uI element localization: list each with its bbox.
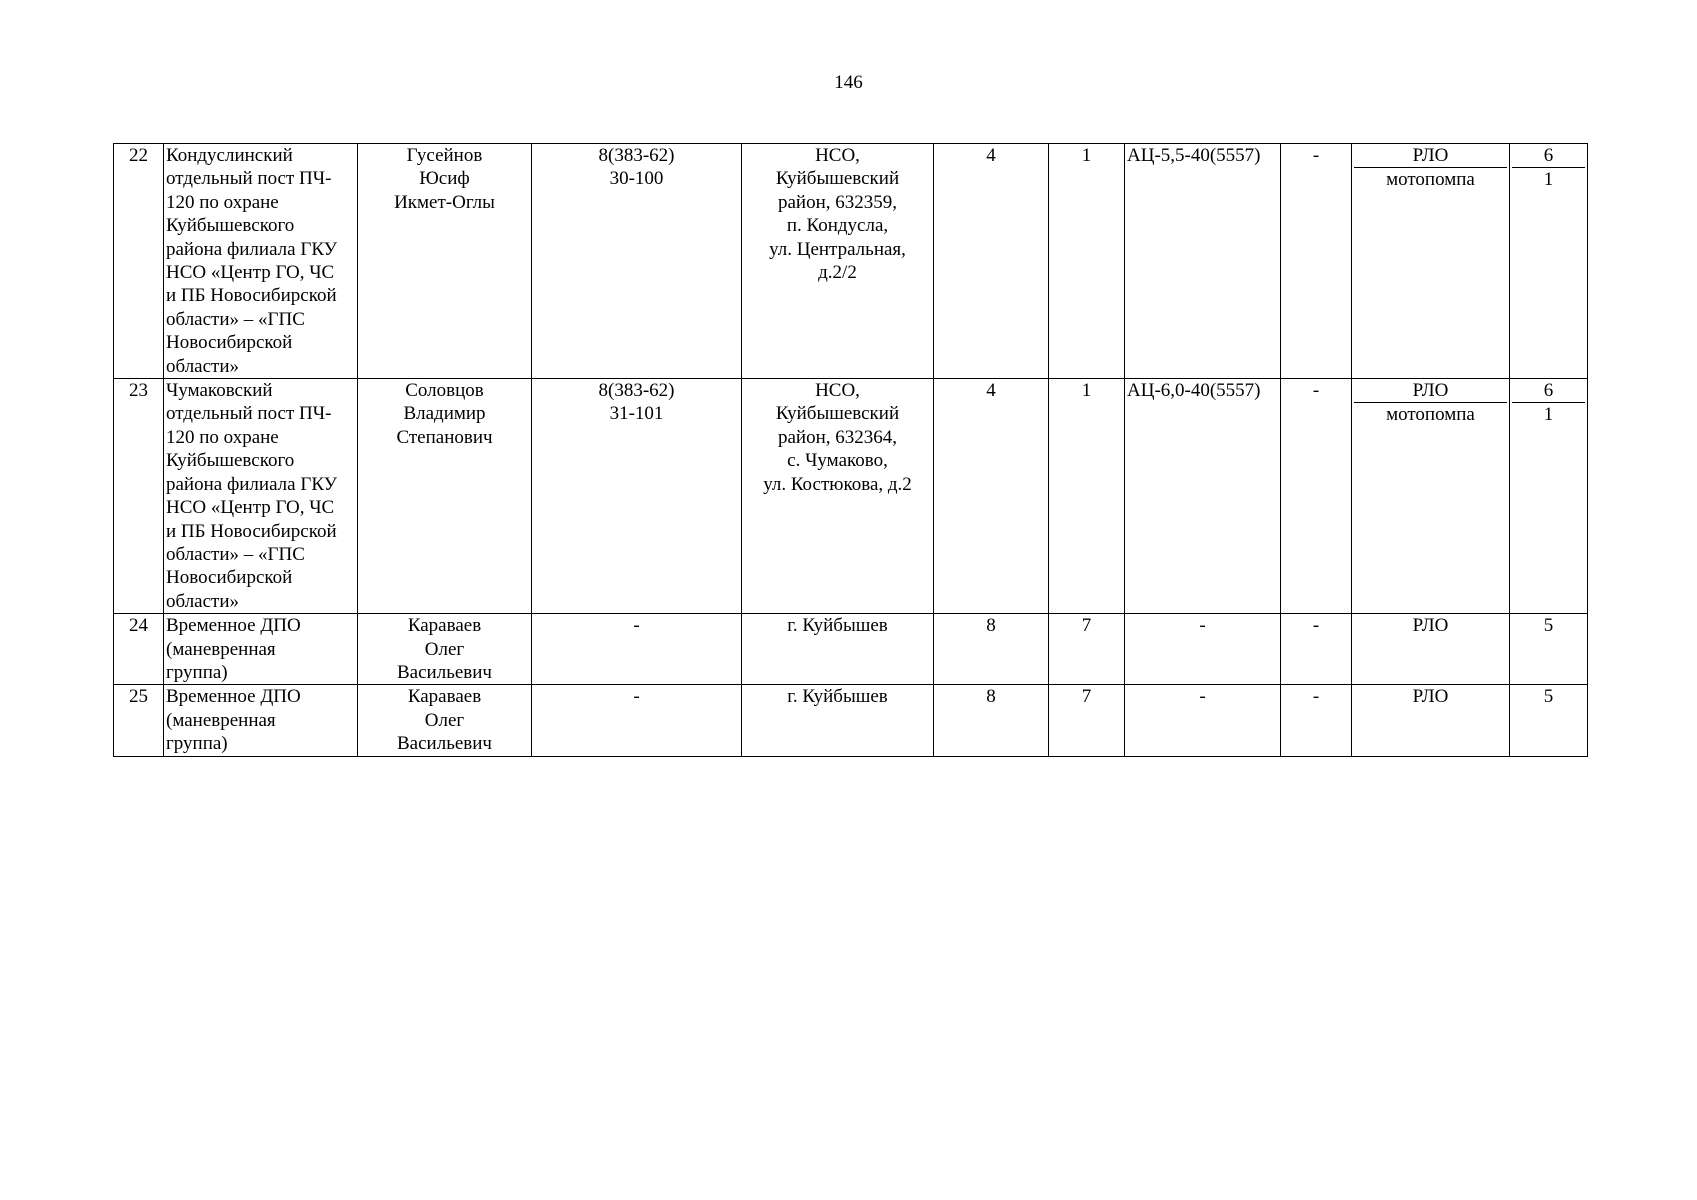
- count-cell: 7: [1049, 685, 1125, 756]
- equipment-qty: 1: [1512, 167, 1585, 191]
- vehicle: АЦ-6,0-40(5557): [1125, 379, 1281, 614]
- head-name: Гусейнов Юсиф Икмет-Оглы: [358, 144, 532, 379]
- count-cell: 7: [1049, 614, 1125, 685]
- head-name: Караваев Олег Васильевич: [358, 614, 532, 685]
- count-cell: 1: [1049, 379, 1125, 614]
- phone: 8(383-62) 30-100: [532, 144, 742, 379]
- address: НСО, Куйбышевский район, 632364, с. Чумаково, ул. Костюкова, д.2: [742, 379, 934, 614]
- row-number: 22: [114, 144, 164, 379]
- table-row: [114, 144, 1588, 379]
- table-row: [114, 685, 1588, 756]
- row-number: 23: [114, 379, 164, 614]
- vehicle: -: [1125, 685, 1281, 756]
- equipment-qty: 5: [1510, 685, 1588, 756]
- address: г. Куйбышев: [742, 614, 934, 685]
- equipment-qty: 6: [1543, 145, 1554, 166]
- equipment-name: РЛО: [1352, 685, 1510, 756]
- equipment-quantities: [1510, 144, 1588, 379]
- dash-cell: -: [1281, 144, 1352, 379]
- equipment-names: [1352, 144, 1510, 379]
- row-number: 24: [114, 614, 164, 685]
- count-cell: 8: [934, 685, 1049, 756]
- equipment-qty: 5: [1510, 614, 1588, 685]
- page-number: 146: [834, 72, 863, 93]
- equipment-quantities: [1510, 379, 1588, 614]
- phone: -: [532, 685, 742, 756]
- dash-cell: -: [1281, 614, 1352, 685]
- equipment-name: мотопомпа: [1354, 167, 1507, 191]
- count-cell: 4: [934, 379, 1049, 614]
- count-cell: 8: [934, 614, 1049, 685]
- equipment-qty: 6: [1543, 380, 1554, 402]
- vehicle: АЦ-5,5-40(5557): [1125, 144, 1281, 379]
- equipment-names: [1352, 379, 1510, 614]
- dash-cell: -: [1281, 685, 1352, 756]
- equipment-name: РЛО: [1412, 145, 1449, 166]
- unit-name: Чумаковский отдельный пост ПЧ- 120 по охране Куйбышевского района филиала ГКУ НСО «Центр ГО, ЧС и ПБ Новосибирской области» – «ГПС Новосибирской области»: [164, 379, 358, 614]
- phone: 8(383-62) 31-101: [532, 379, 742, 614]
- phone: -: [532, 614, 742, 685]
- head-name: Соловцов Владимир Степанович: [358, 379, 532, 614]
- equipment-name: РЛО: [1412, 380, 1449, 402]
- table-row: [114, 614, 1588, 685]
- vehicle: -: [1125, 614, 1281, 685]
- address: НСО, Куйбышевский район, 632359, п. Кондусла, ул. Центральная, д.2/2: [742, 144, 934, 379]
- unit-name: Временное ДПО (маневренная группа): [164, 614, 358, 685]
- equipment-name: РЛО: [1352, 614, 1510, 685]
- row-number: 25: [114, 685, 164, 756]
- equipment-qty: 1: [1512, 402, 1585, 426]
- count-cell: 1: [1049, 144, 1125, 379]
- unit-name: Временное ДПО (маневренная группа): [164, 685, 358, 756]
- head-name: Караваев Олег Васильевич: [358, 685, 532, 756]
- table-row: [114, 379, 1588, 614]
- fire-station-table: [113, 143, 1588, 757]
- unit-name: Кондуслинский отдельный пост ПЧ- 120 по охране Куйбышевского района филиала ГКУ НСО «Центр ГО, ЧС и ПБ Новосибирской области» – «ГПС Новосибирской области»: [164, 144, 358, 379]
- equipment-name: мотопомпа: [1354, 402, 1507, 426]
- dash-cell: -: [1281, 379, 1352, 614]
- count-cell: 4: [934, 144, 1049, 379]
- address: г. Куйбышев: [742, 685, 934, 756]
